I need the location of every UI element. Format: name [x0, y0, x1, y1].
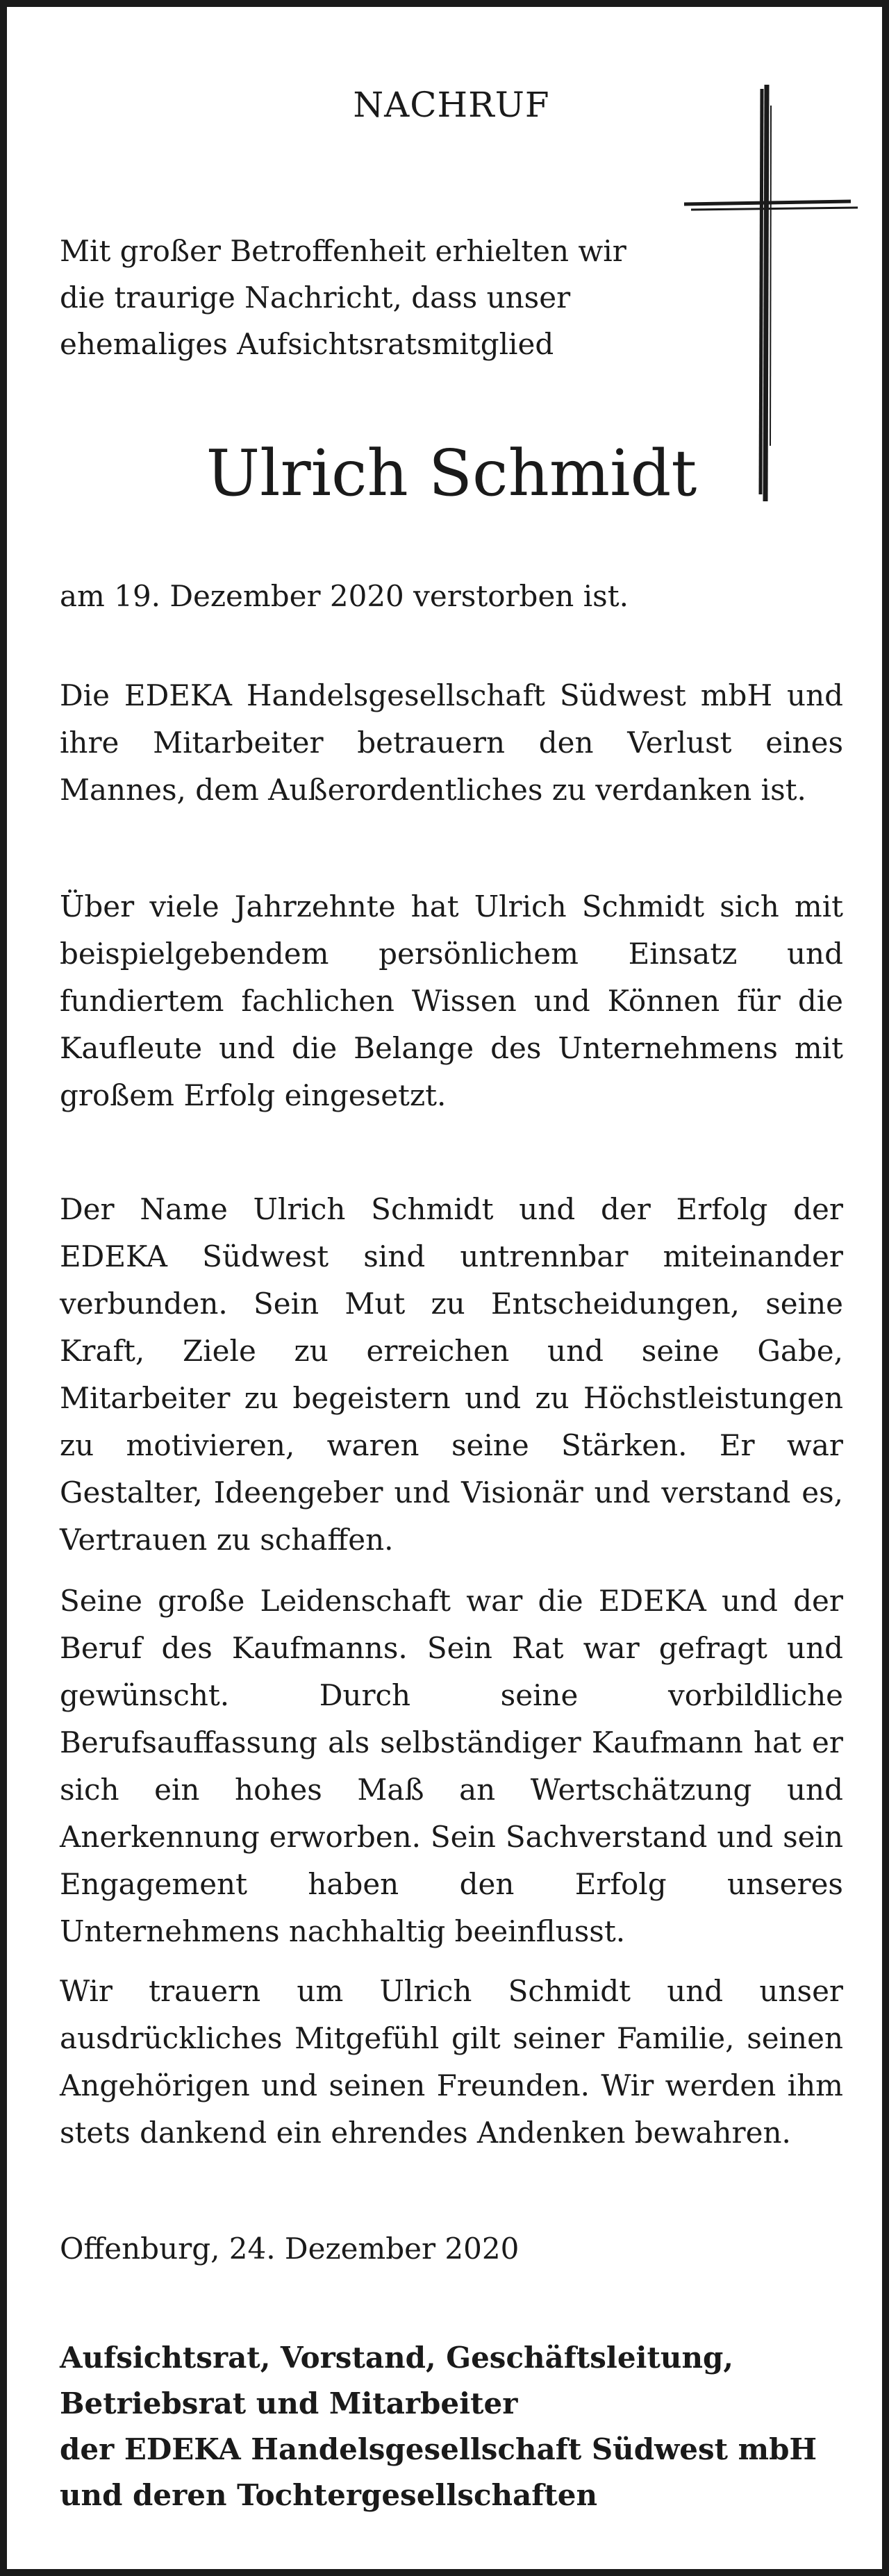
notice-heading: NACHRUF — [353, 85, 550, 125]
intro-line: ehemaliges Aufsichtsratsmitglied — [60, 327, 554, 361]
paragraph: Der Name Ulrich Schmidt und der Erfolg der EDEKA Südwest sind untrennbar miteinander verbunden. Sein Mut zu Entscheidungen, seine Kraft, Ziele zu erreichen und seine Gabe, Mitarbeiter zu begeistern und zu Höchstleistungen zu motivieren, waren seine Stärken. Er war Gestalter, Ideengeber und Visionär und verstand es, Vertrauen zu schaffen. — [60, 1192, 843, 1557]
signature-line: Aufsichtsrat, Vorstand, Geschäftsleitung, — [60, 2341, 733, 2375]
death-date-line: am 19. Dezember 2020 verstorben ist. — [60, 579, 629, 613]
signature-line: Betriebsrat und Mitarbeiter — [60, 2386, 518, 2420]
intro-line: Mit großer Betroffenheit erhielten wir — [60, 234, 626, 268]
paragraph: Seine große Leidenschaft war die EDEKA und der Beruf des Kaufmanns. Sein Rat war gefragt und gewünscht. Durch seine vorbildliche Berufsauffassung als selbständiger Kaufmann hat er sich ein hohes Maß an Wertschätzung und Anerkennung erworben. Sein Sachverstand und sein Engagement haben den Erfolg unseres Unternehmens nachhaltig beeinflusst. — [60, 1584, 843, 1948]
signature-block — [60, 2335, 843, 2518]
intro-line: die traurige Nachricht, dass unser — [60, 281, 571, 315]
paragraph: Wir trauern um Ulrich Schmidt und unser ausdrückliches Mitgefühl gilt seiner Familie, seinen Angehörigen und seinen Freunden. Wir werden ihm stets dankend ein ehrendes Andenken bewahren. — [60, 1974, 843, 2150]
signature-line: und deren Tochtergesellschaften — [60, 2478, 598, 2512]
paragraph: Über viele Jahrzehnte hat Ulrich Schmidt sich mit beispielgebendem persönlichem Einsatz und fundiertem fachlichen Wissen und Können für die Kaufleute und die Belange des Unternehmens mit großem Erfolg eingesetzt. — [60, 889, 843, 1112]
intro-text — [60, 228, 657, 367]
signature-line: der EDEKA Handelsgesellschaft Südwest mbH — [60, 2432, 817, 2466]
place-date: Offenburg, 24. Dezember 2020 — [60, 2232, 520, 2266]
paragraph: Die EDEKA Handelsgesellschaft Südwest mbH und ihre Mitarbeiter betrauern den Verlust eines Mannes, dem Außerordentliches zu verdanken ist. — [60, 678, 843, 807]
deceased-name: Ulrich Schmidt — [206, 436, 697, 510]
